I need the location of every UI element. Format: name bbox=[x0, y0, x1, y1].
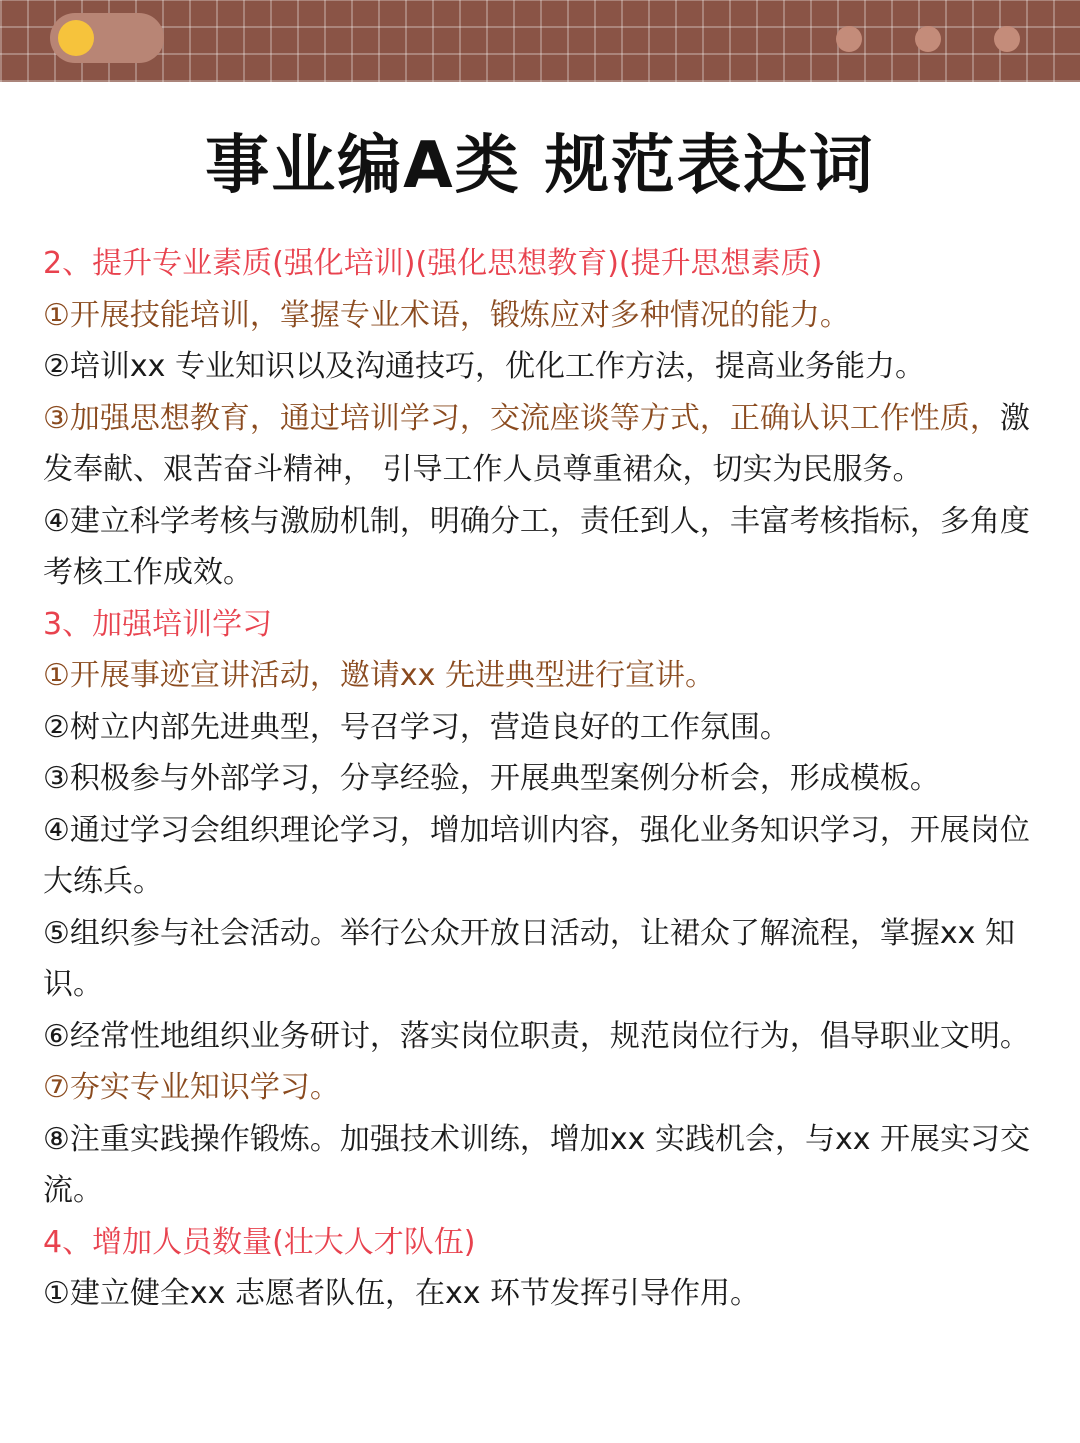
highlight-text: ③加强思想教育，通过培训学习，交流座谈等方式，正确认识工作性质， bbox=[43, 400, 1000, 436]
list-item: ④建立科学考核与激励机制，明确分工，责任到人，丰富考核指标，多角度考核工作成效。 bbox=[43, 503, 1030, 590]
section-heading: 3、加强培训学习 bbox=[43, 606, 273, 642]
page-title: 事业编A类 规范表达词 bbox=[205, 129, 875, 203]
highlight-item: ①开展技能培训，掌握专业术语，锻炼应对多种情况的能力。 bbox=[43, 297, 850, 333]
list-item: ②树立内部先进典型，号召学习，营造良好的工作氛围。 bbox=[43, 709, 790, 745]
list-item: ⑤组织参与社会活动。举行公众开放日活动，让裙众了解流程，掌握xx 知识。 bbox=[43, 915, 1015, 1002]
list-item: ①建立健全xx 志愿者队伍，在xx 环节发挥引导作用。 bbox=[43, 1276, 760, 1311]
highlight-item: ①开展事迹宣讲活动，邀请xx 先进典型进行宣讲。 bbox=[43, 658, 715, 693]
decorative-banner bbox=[0, 0, 1080, 82]
dot-decoration bbox=[915, 26, 941, 52]
section-heading: 2、提升专业素质(强化培训)(强化思想教育)(提升思想素质) bbox=[43, 246, 823, 281]
dot-decoration bbox=[994, 26, 1020, 52]
list-item bbox=[43, 393, 1043, 496]
list-item: ③积极参与外部学习，分享经验，开展典型案例分析会，形成模板。 bbox=[43, 761, 940, 796]
section-heading: 4、增加人员数量(壮大人才队伍) bbox=[43, 1224, 476, 1260]
list-item: ⑧注重实践操作锻炼。加强技术训练，增加xx 实践机会，与xx 开展实习交流。 bbox=[43, 1121, 1030, 1208]
dot-decoration bbox=[836, 26, 862, 52]
list-item: ④通过学习会组织理论学习，增加培训内容，强化业务知识学习，开展岗位大练兵。 bbox=[43, 812, 1030, 899]
toggle-decoration bbox=[50, 13, 164, 63]
toggle-knob bbox=[58, 20, 94, 56]
highlight-item: ⑦夯实专业知识学习。 bbox=[43, 1070, 340, 1105]
content-body bbox=[43, 238, 1043, 1320]
body-text: 激发奉献、艰苦奋斗精神， 引导工作人员尊重裙众，切实为民服务。 bbox=[43, 400, 1030, 487]
list-item: ⑥经常性地组织业务研讨，落实岗位职责，规范岗位行为，倡导职业文明。 bbox=[43, 1018, 1030, 1054]
list-item: ②培训xx 专业知识以及沟通技巧，优化工作方法，提高业务能力。 bbox=[43, 349, 925, 384]
